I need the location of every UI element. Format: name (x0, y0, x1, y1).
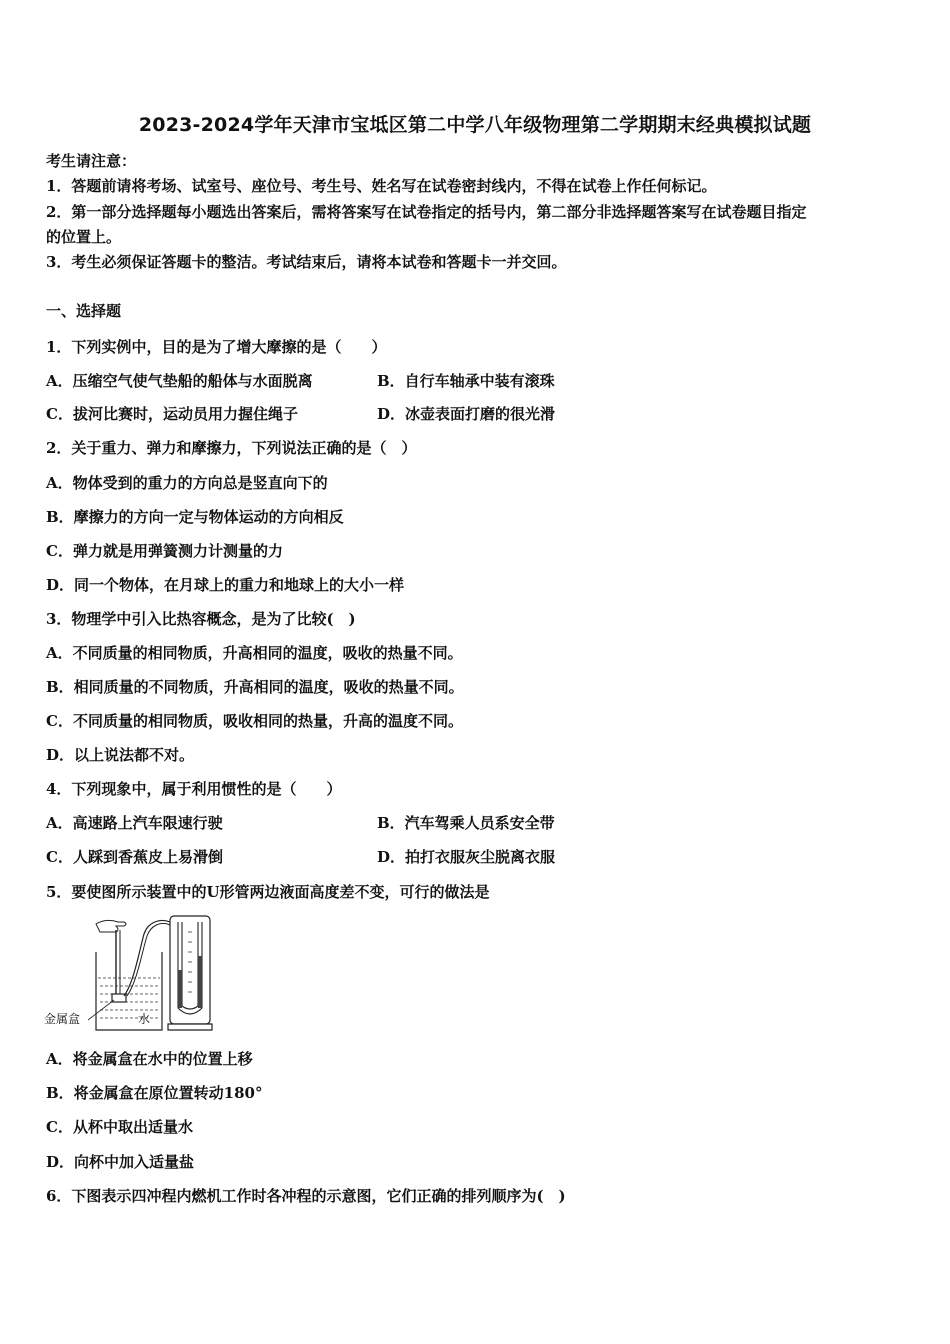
notice-heading: 考生请注意： (46, 152, 137, 170)
question-1-option-c: C．拔河比赛时，运动员用力握住绳子 (46, 405, 298, 423)
rubber-tube (124, 921, 170, 997)
question-1-stem: 1．下列实例中，目的是为了增大摩擦的是（ ） (46, 338, 387, 356)
question-4-option-d: D．拍打衣服灰尘脱离衣服 (377, 848, 556, 866)
notice-item-2-cont: 的位置上。 (46, 228, 122, 246)
question-1-option-b: B．自行车轴承中装有滚珠 (377, 372, 555, 390)
question-2-option-b: B．摩擦力的方向一定与物体运动的方向相反 (46, 508, 344, 526)
page-title: 2023-2024学年天津市宝坻区第二中学八年级物理第二学期期末经典模拟试题 (138, 114, 812, 136)
question-4-stem: 4．下列现象中，属于利用惯性的是（ ） (46, 780, 342, 798)
question-5-option-c: C．从杯中取出适量水 (46, 1118, 193, 1136)
question-5-option-a: A．将金属盒在水中的位置上移 (46, 1050, 253, 1068)
u-tube-liquid-right (198, 956, 202, 1008)
question-2-option-c: C．弹力就是用弹簧测力计测量的力 (46, 542, 283, 560)
notice-item-2: 2．第一部分选择题每小题选出答案后，需将答案写在试卷指定的括号内，第二部分非选择题答案写在试卷题目指定 (46, 203, 807, 221)
question-3-option-a: A．不同质量的相同物质，升高相同的温度，吸收的热量不同。 (46, 644, 463, 662)
question-2-option-a: A．物体受到的重力的方向总是竖直向下的 (46, 474, 328, 492)
question-2-stem: 2．关于重力、弹力和摩擦力，下列说法正确的是（ ） (46, 439, 417, 457)
figure-label-box: 金属盒 (44, 1012, 81, 1026)
question-3-option-d: D．以上说法都不对。 (46, 746, 195, 764)
question-5-option-b: B．将金属盒在原位置转动180° (46, 1084, 263, 1102)
question-2-option-d: D．同一个物体，在月球上的重力和地球上的大小一样 (46, 576, 405, 594)
hand-icon (96, 920, 126, 932)
notice-item-3: 3．考生必须保证答题卡的整洁。考试结束后，请将本试卷和答题卡一并交回。 (46, 253, 567, 271)
question-1-option-d: D．冰壶表面打磨的很光滑 (377, 405, 556, 423)
water-surface (98, 978, 160, 1018)
question-4-option-a: A．高速路上汽车限速行驶 (46, 814, 223, 832)
question-5-option-d: D．向杯中加入适量盐 (46, 1153, 195, 1171)
figure-label-water: 水 (138, 1012, 151, 1026)
question-5-stem: 5．要使图所示装置中的U形管两边液面高度差不变，可行的做法是 (46, 883, 490, 901)
question-3-option-b: B．相同质量的不同物质，升高相同的温度，吸收的热量不同。 (46, 678, 464, 696)
question-4-option-c: C．人踩到香蕉皮上易滑倒 (46, 848, 223, 866)
notice-item-1: 1．答题前请将考场、试室号、座位号、考生号、姓名写在试卷密封线内，不得在试卷上作任何标记。 (46, 177, 717, 195)
question-3-option-c: C．不同质量的相同物质，吸收相同的热量，升高的温度不同。 (46, 712, 463, 730)
question-3-stem: 3．物理学中引入比热容概念，是为了比较( ) (46, 610, 356, 628)
section-heading: 一、选择题 (46, 302, 122, 320)
manometer-base (168, 1024, 212, 1030)
question-1-option-a: A．压缩空气使气垫船的船体与水面脱离 (46, 372, 313, 390)
pressure-gauge-figure (44, 912, 216, 1036)
u-tube-liquid-left (178, 970, 182, 1008)
question-4-option-b: B．汽车驾乘人员系安全带 (377, 814, 555, 832)
question-6-stem: 6．下图表示四冲程内燃机工作时各冲程的示意图，它们正确的排列顺序为( ) (46, 1187, 566, 1205)
